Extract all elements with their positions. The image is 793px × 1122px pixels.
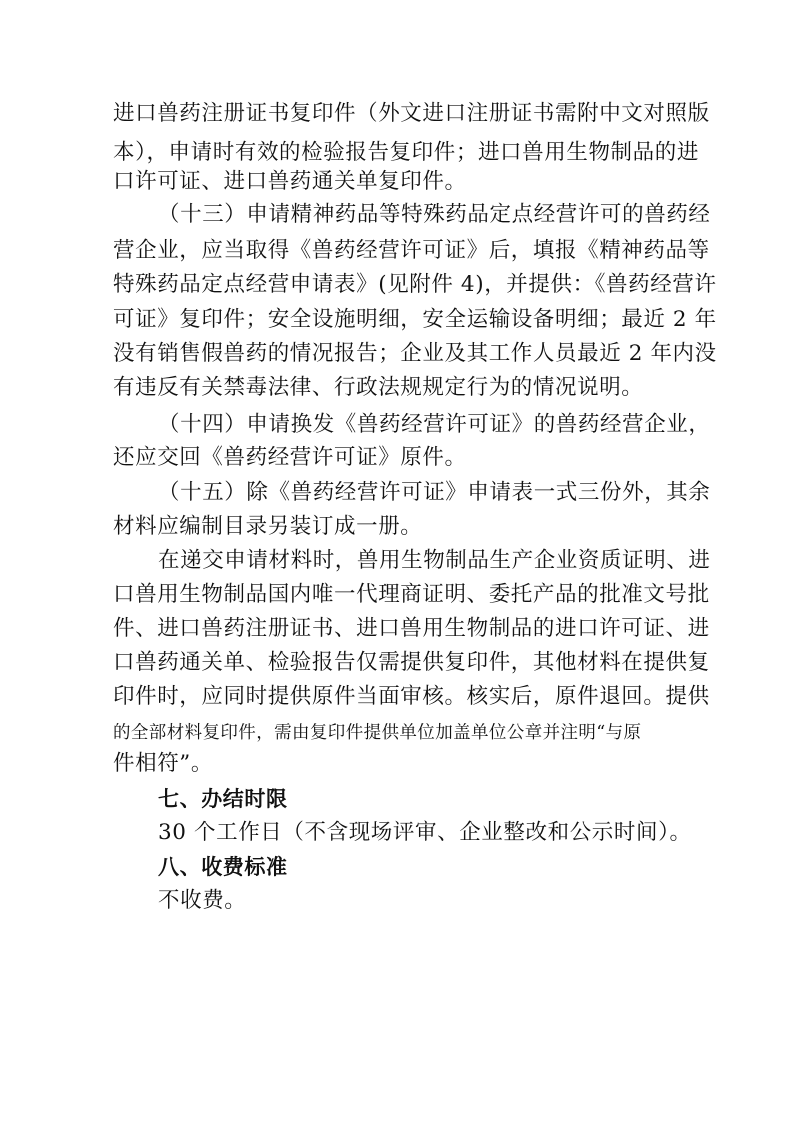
text-line: 材料应编制目录另装订成一册。 [113,514,423,539]
text-line: 口兽用生物制品国内唯一代理商证明、委托产品的批准文号批 [113,582,710,607]
text-line: 营企业，应当取得《兽药经营许可证》后，填报《精神药品等 [113,238,710,263]
text-line: 可证》复印件；安全设施明细，安全运输设备明细；最近 2 年 [113,307,717,332]
fee-text: 不收费。 [158,888,247,913]
text-line: 印件时，应同时提供原件当面审核。核实后，原件退回。提供 [113,684,710,709]
text-line: 的全部材料复印件，需由复印件提供单位加盖单位公章并注明“与原 [113,723,642,743]
text-line: 还应交回《兽药经营许可证》原件。 [113,445,467,470]
section-heading-8: 八、收费标准 [158,855,288,879]
paragraph-15-line: （十五）除《兽药经营许可证》申请表一式三份外，其余 [158,480,711,505]
section-heading-7: 七、办结时限 [158,787,288,811]
paragraph-14-line: （十四）申请换发《兽药经营许可证》的兽药经营企业， [158,412,711,437]
text-line: 件、进口兽药注册证书、进口兽用生物制品的进口许可证、进 [113,616,710,641]
text-line: 口兽药通关单、检验报告仅需提供复印件，其他材料在提供复 [113,650,710,675]
text-line: 进口兽药注册证书复印件（外文进口注册证书需附中文对照版 [113,101,710,126]
text-line: 口许可证、进口兽药通关单复印件。 [113,169,467,194]
text-line: 有违反有关禁毒法律、行政法规规定行为的情况说明。 [113,375,644,400]
text-line: 件相符”。 [113,751,213,776]
paragraph-13-line: （十三）申请精神药品等特殊药品定点经营许可的兽药经 [158,202,711,227]
text-line: 本），申请时有效的检验报告复印件；进口兽用生物制品的进 [113,140,699,165]
text-line: 特殊药品定点经营申请表》(见附件 4)，并提供：《兽药经营许 [113,272,717,297]
processing-time-text: 30 个工作日（不含现场评审、企业整改和公示时间）。 [158,820,692,845]
text-line: 没有销售假兽药的情况报告；企业及其工作人员最近 2 年内没 [113,341,717,366]
paragraph-submission-line: 在递交申请材料时，兽用生物制品生产企业资质证明、进 [158,548,711,573]
